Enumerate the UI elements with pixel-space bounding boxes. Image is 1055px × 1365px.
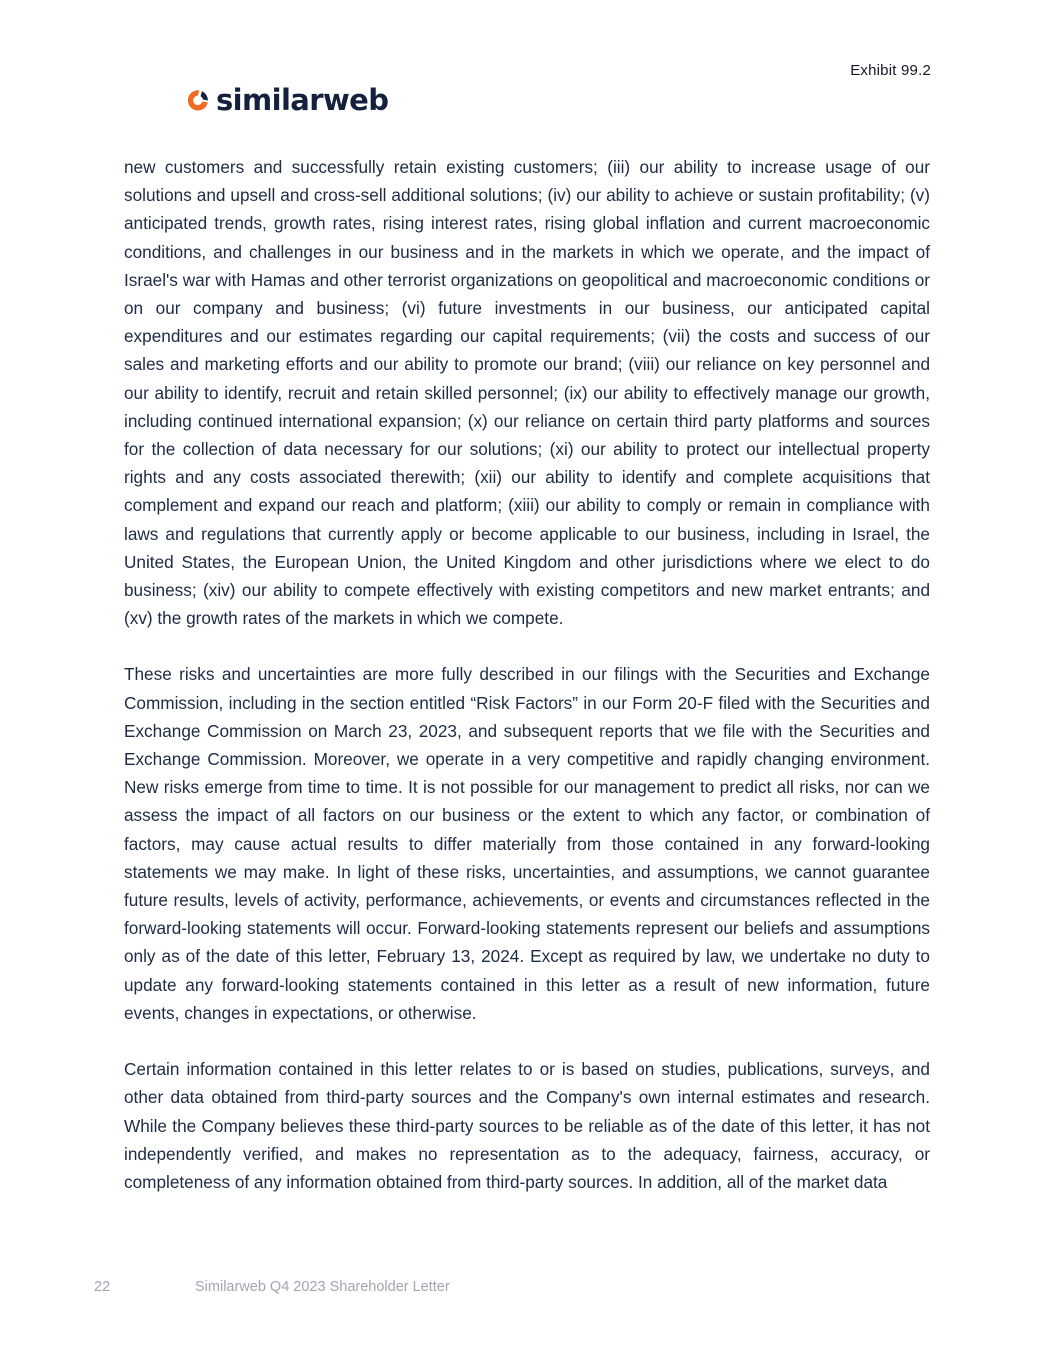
letter-body bbox=[124, 153, 930, 1224]
paragraph-third-party-data: Certain information contained in this letter relates to or is based on studies, publications, surveys, and other data obtained from third-party sources and the Company's own internal estimates and research. While the Company believes these third-party sources to be reliable as of the date of this letter, it has not independently verified, and makes no representation as to the adequacy, fairness, accuracy, or completeness of any information obtained from third-party sources. In addition, all of the market data bbox=[124, 1059, 930, 1192]
footer-document-title: Similarweb Q4 2023 Shareholder Letter bbox=[195, 1279, 450, 1295]
exhibit-label: Exhibit 99.2 bbox=[850, 62, 931, 79]
company-logo bbox=[185, 83, 389, 117]
paragraph-forward-looking-list: new customers and successfully retain existing customers; (iii) our ability to increase usage of our solutions and upsell and cross-sell additional solutions; (iv) our ability to achieve or sustain profitability; (v) anticipated trends, growth rates, rising interest rates, rising global inflation and current macroeconomic conditions, and challenges in our business and in the markets in which we operate, and the impact of Israel's war with Hamas and other terrorist organizations on geopolitical and macroeconomic conditions or on our company and business; (vi) future investments in our business, our anticipated capital expenditures and our estimates regarding our capital requirements; (vii) the costs and success of our sales and marketing efforts and our ability to promote our brand; (viii) our reliance on key personnel and our ability to identify, recruit and retain skilled personnel; (ix) our ability to effectively manage our growth, including continued international expansion; (x) our reliance on certain third party platforms and sources for the collection of data necessary for our solutions; (xi) our ability to protect our intellectual property rights and any costs associated therewith; (xii) our ability to identify and complete acquisitions that complement and expand our reach and platform; (xiii) our ability to comply or remain in compliance with laws and regulations that currently apply or become applicable to our business, including in Israel, the United States, the European Union, the United Kingdom and other jurisdictions where we elect to do business; (xiv) our ability to compete effectively with existing competitors and new market entrants; and (xv) the growth rates of the markets in which we compete. bbox=[124, 157, 930, 629]
similarweb-logo-icon bbox=[185, 88, 210, 113]
logo-wordmark: similarweb bbox=[216, 83, 389, 117]
page-number: 22 bbox=[94, 1279, 111, 1295]
paragraph-risks-uncertainties: These risks and uncertainties are more fully described in our filings with the Securities and Exchange Commission, including in the section entitled “Risk Factors” in our Form 20-F filed with the Securities and Exchange Commission on March 23, 2023, and subsequent reports that we file with the Securities and Exchange Commission. Moreover, we operate in a very competitive and rapidly changing environment. New risks emerge from time to time. It is not possible for our management to predict all risks, nor can we assess the impact of all factors on our business or the extent to which any factor, or combination of factors, may cause actual results to differ materially from those contained in any forward-looking statements we may make. In light of these risks, uncertainties, and assumptions, we cannot guarantee future results, levels of activity, performance, achievements, or events and circumstances reflected in the forward-looking statements will occur. Forward-looking statements represent our beliefs and assumptions only as of the date of this letter, February 13, 2024. Except as required by law, we undertake no duty to update any forward-looking statements contained in this letter as a result of new information, future events, changes in expectations, or otherwise. bbox=[124, 664, 930, 1023]
